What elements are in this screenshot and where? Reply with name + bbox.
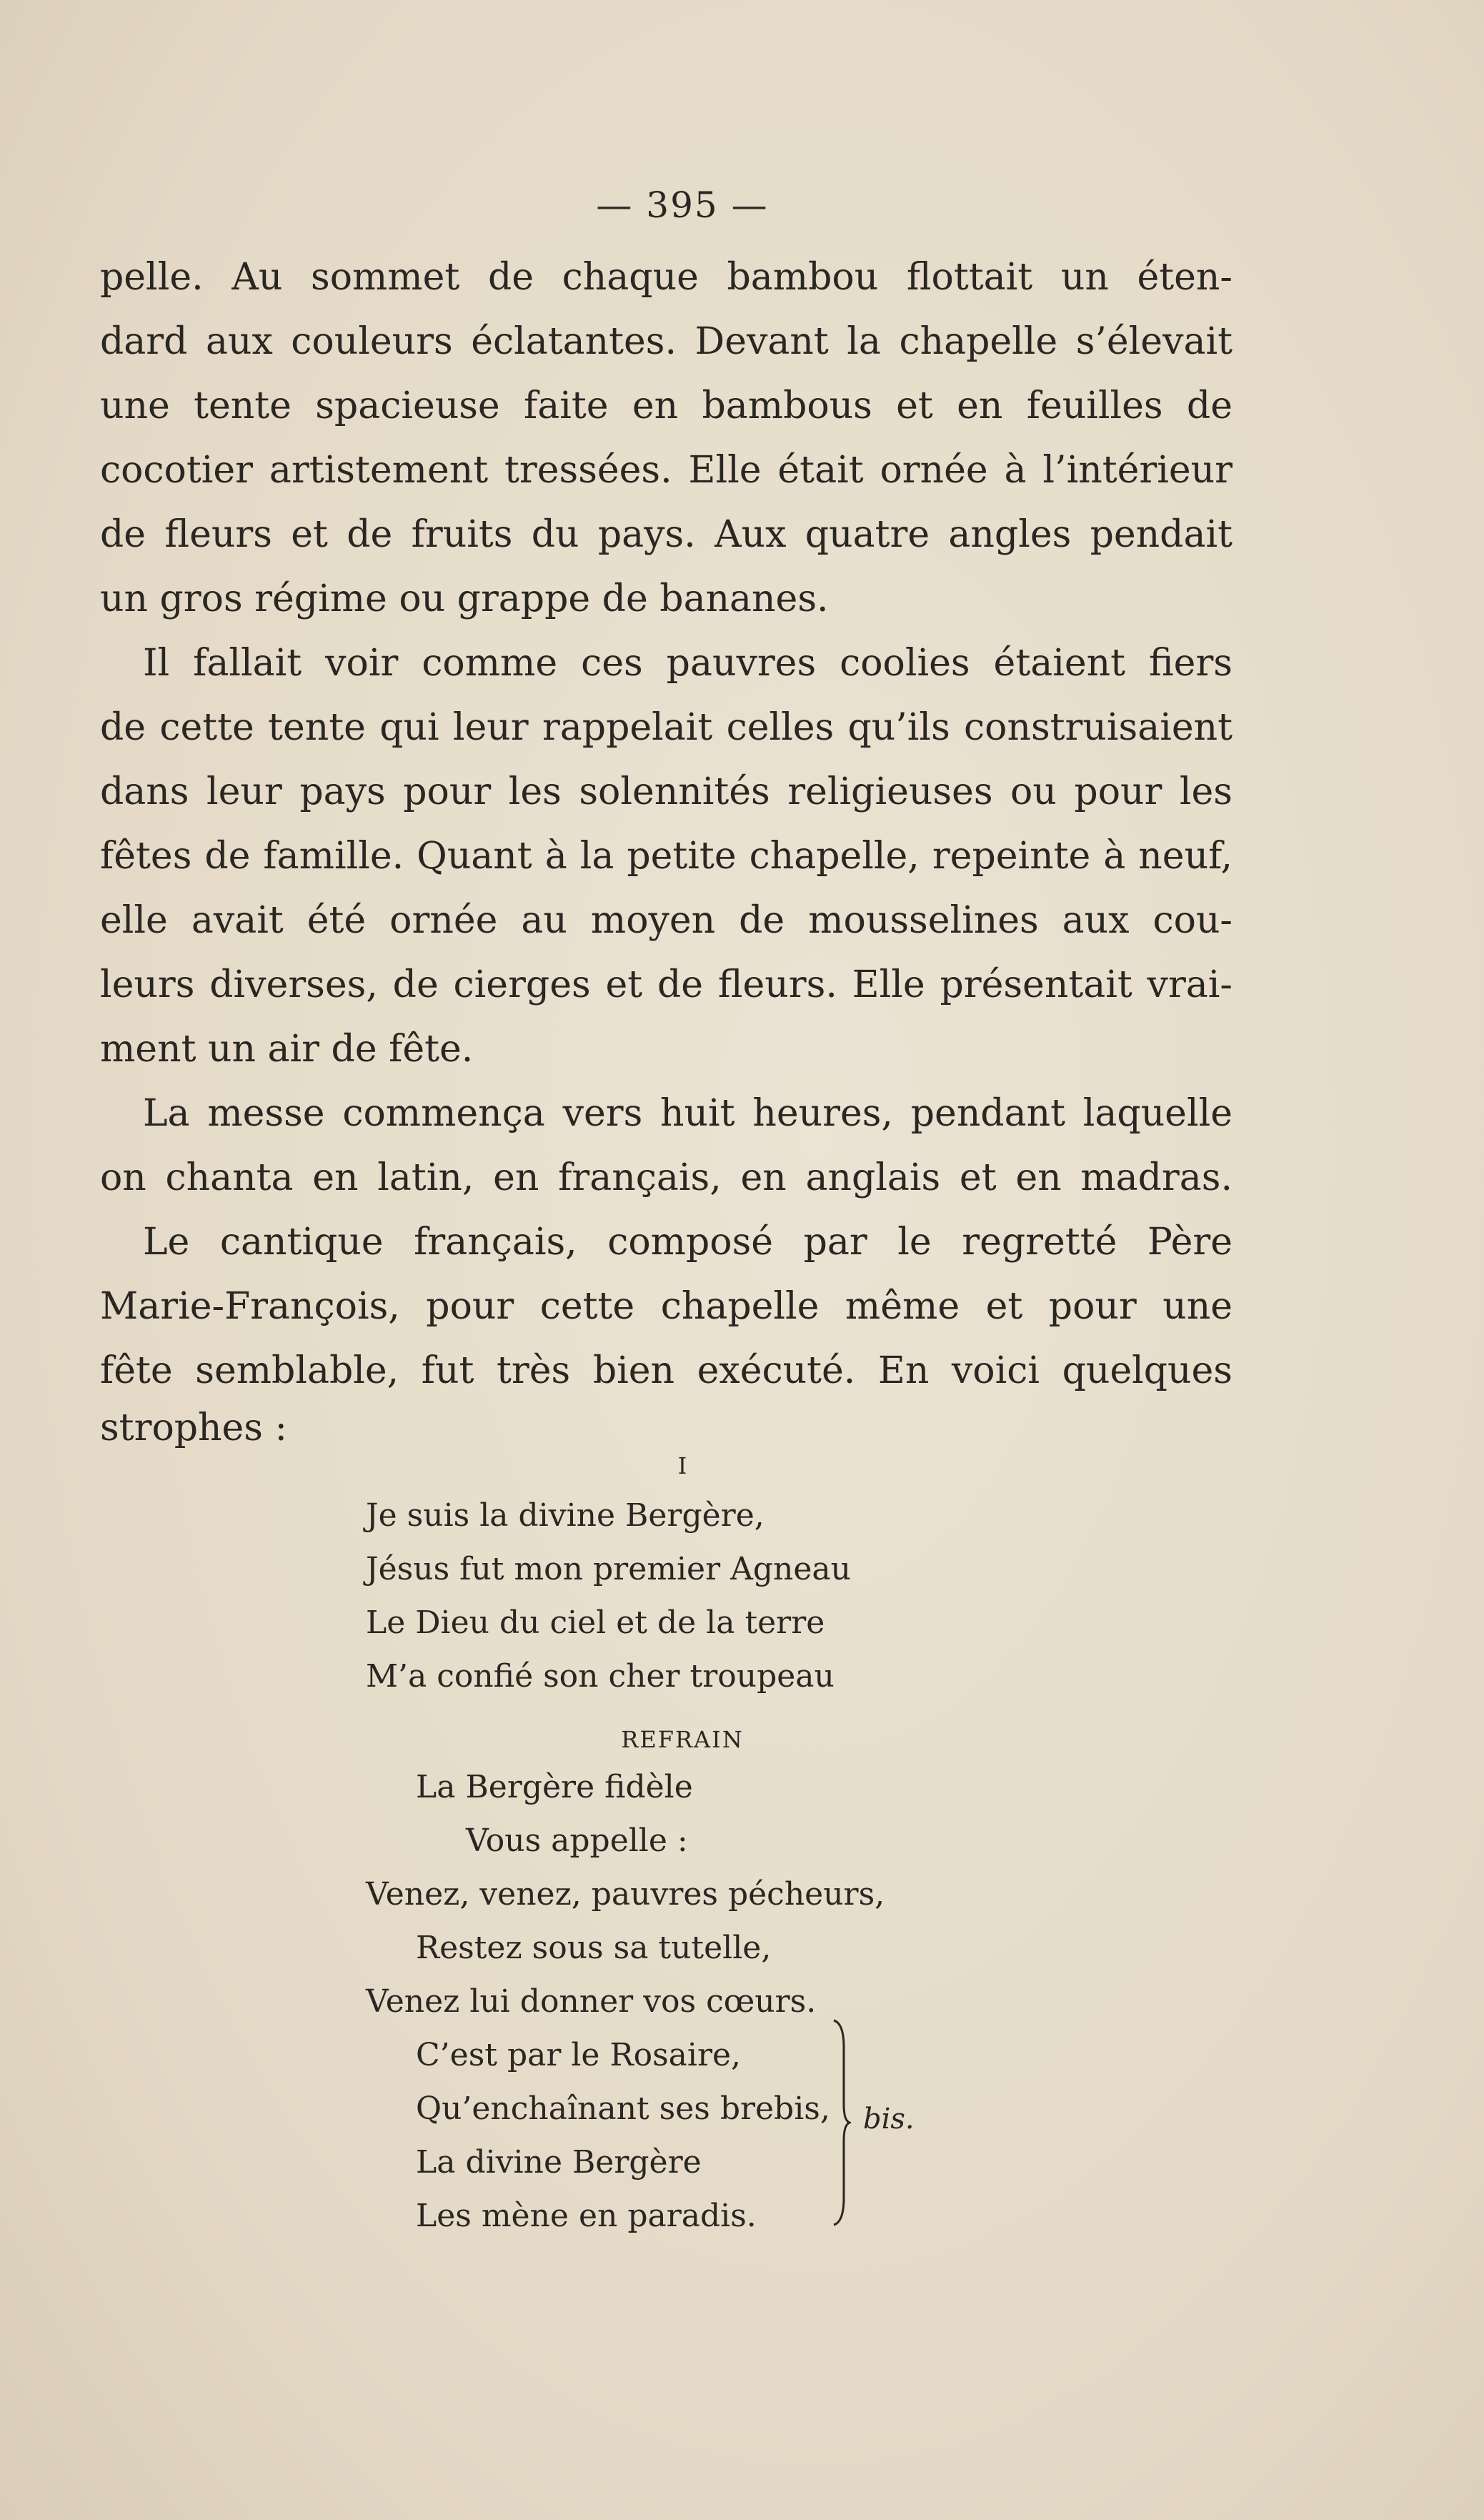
refrain-label: REFRAIN <box>621 1726 744 1753</box>
repeat-mark: bis. <box>863 2103 915 2135</box>
text-line: elle avait été ornée au moyen de mousselines aux cou- <box>100 899 1232 942</box>
text-line: un gros régime ou grappe de bananes. <box>100 577 829 620</box>
text-line: La messe commença vers huit heures, pendant laquelle <box>143 1092 1232 1135</box>
text-line: pelle. Au sommet de chaque bambou flottait un éten- <box>100 256 1232 299</box>
brace-icon <box>831 2019 851 2226</box>
text-line: dans leur pays pour les solennités religieuses ou pour les <box>100 770 1232 813</box>
text-line: strophes : <box>100 1407 288 1449</box>
refrain-line: La Bergère fidèle <box>416 1769 693 1805</box>
refrain-line: Vous appelle : <box>466 1822 688 1859</box>
refrain-line: Restez sous sa tutelle, <box>416 1930 772 1966</box>
text-line: on chanta en latin, en français, en anglais et en madras. <box>100 1156 1232 1199</box>
text-line: cocotier artistement tressées. Elle était ornée à l’intérieur <box>100 449 1232 492</box>
text-line: Marie-François, pour cette chapelle même et pour une <box>100 1285 1232 1328</box>
refrain-line: Venez, venez, pauvres pécheurs, <box>366 1876 885 1913</box>
text-line: de fleurs et de fruits du pays. Aux quatre angles pendait <box>100 513 1232 556</box>
stanza-number: I <box>677 1452 687 1479</box>
refrain-line: Venez lui donner vos cœurs. <box>366 1983 817 2020</box>
refrain-line: Qu’enchaînant ses brebis, <box>416 2090 830 2127</box>
text-line: fêtes de famille. Quant à la petite chapelle, repeinte à neuf, <box>100 835 1232 878</box>
verse-line: Jésus fut mon premier Agneau <box>366 1551 851 1587</box>
refrain-line: Les mène en paradis. <box>416 2198 757 2234</box>
text-line: Il fallait voir comme ces pauvres coolies étaient fiers <box>143 642 1232 685</box>
refrain-line: C’est par le Rosaire, <box>416 2037 742 2073</box>
verse-line: Le Dieu du ciel et de la terre <box>366 1604 825 1641</box>
text-line: dard aux couleurs éclatantes. Devant la chapelle s’élevait <box>100 320 1232 363</box>
verse-line: Je suis la divine Bergère, <box>366 1497 765 1534</box>
text-line: de cette tente qui leur rappelait celles qu’ils construisaient <box>100 706 1232 749</box>
text-line: fête semblable, fut très bien exécuté. En voici quelques <box>100 1349 1232 1392</box>
page-number: — 395 — <box>596 184 769 226</box>
text-line: une tente spacieuse faite en bambous et en feuilles de <box>100 385 1232 427</box>
text-line: ment un air de fête. <box>100 1028 474 1071</box>
verse-line: M’a confié son cher troupeau <box>366 1658 835 1695</box>
refrain-line: La divine Bergère <box>416 2144 702 2181</box>
text-line: leurs diverses, de cierges et de fleurs. Elle présentait vrai- <box>100 963 1232 1006</box>
text-line: Le cantique français, composé par le regretté Père <box>143 1221 1232 1264</box>
